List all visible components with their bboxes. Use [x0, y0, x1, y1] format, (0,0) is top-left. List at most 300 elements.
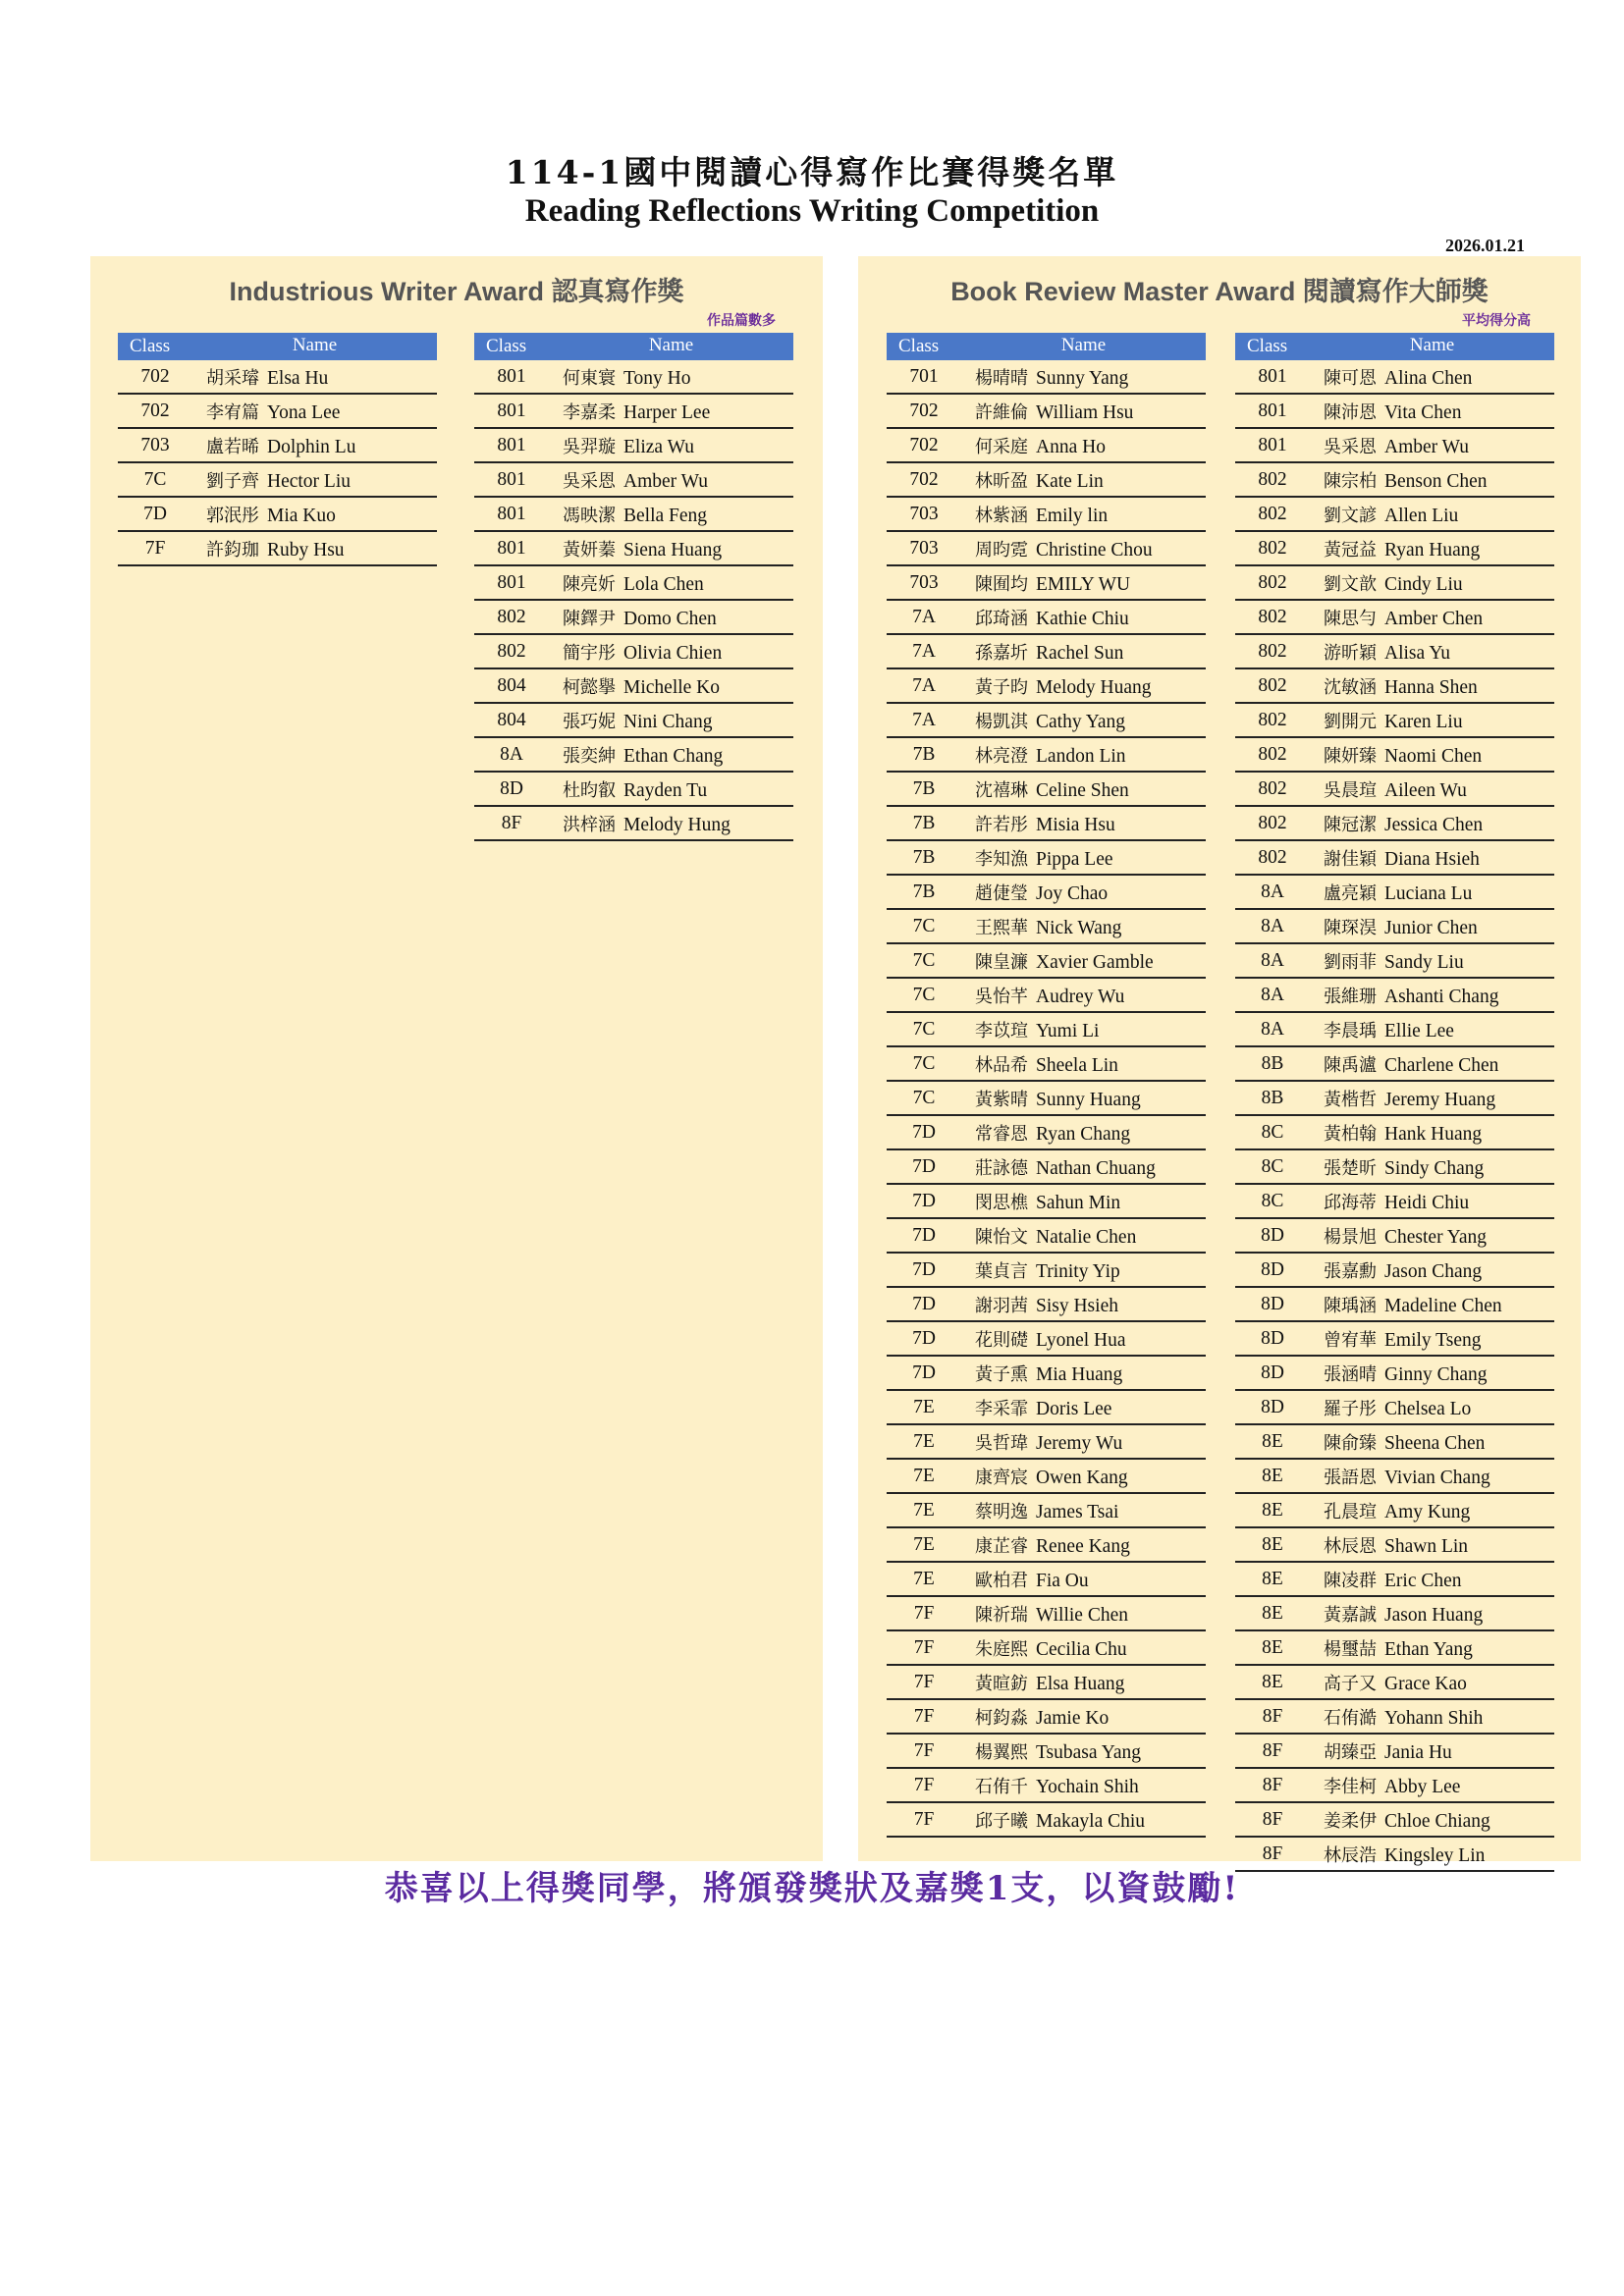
name-cell: [961, 1738, 1206, 1764]
table-row: [887, 429, 1206, 463]
class-cell: 7D: [912, 1258, 936, 1280]
name-cell: [961, 880, 1206, 905]
english-name: Tsubasa Yang: [1036, 1741, 1141, 1763]
table-row: [1235, 669, 1554, 704]
table-row: [1235, 1219, 1554, 1254]
english-name: Jessica Chen: [1384, 814, 1484, 835]
chinese-name: 杜昀叡: [563, 779, 616, 801]
class-cell: 804: [497, 674, 526, 696]
english-name: Emily Tseng: [1384, 1329, 1482, 1351]
english-name: Lola Chen: [623, 573, 704, 595]
class-cell: 7C: [912, 984, 936, 1005]
chinese-name: 黃子昀: [975, 676, 1028, 698]
name-cell: [1310, 811, 1554, 836]
class-cell: 703: [909, 537, 939, 559]
chinese-name: 黃嘉誠: [1324, 1604, 1377, 1626]
chinese-name: 陳亮妡: [563, 573, 616, 595]
class-cell: 8E: [1262, 1636, 1283, 1658]
english-name: Jeremy Huang: [1384, 1089, 1496, 1110]
chinese-name: 吳怡芊: [975, 986, 1028, 1007]
english-name: Jeremy Wu: [1036, 1432, 1123, 1454]
english-name: Renee Kang: [1036, 1535, 1130, 1557]
name-cell: [549, 364, 793, 390]
name-cell: [1310, 1532, 1554, 1558]
name-cell: [961, 1498, 1206, 1523]
class-cell: 7A: [912, 640, 936, 662]
class-cell: 7F: [913, 1739, 935, 1761]
table-row: [474, 429, 793, 463]
chinese-name: 陳囿均: [975, 573, 1028, 595]
english-name: Naomi Chen: [1384, 745, 1483, 767]
class-cell: 8A: [500, 743, 523, 765]
name-cell: [961, 1773, 1206, 1798]
chinese-name: 石侑澔: [1324, 1707, 1377, 1729]
table-row: [1235, 1047, 1554, 1082]
name-cell: [1310, 673, 1554, 699]
table-row: [1235, 1769, 1554, 1803]
name-cell: [1310, 1635, 1554, 1661]
english-name: Michelle Ko: [623, 676, 721, 698]
table-row: [1235, 876, 1554, 910]
english-name: Ethan Chang: [623, 745, 724, 767]
class-cell: 8C: [1261, 1155, 1284, 1177]
english-name: Nathan Chuang: [1036, 1157, 1156, 1179]
chinese-name: 李佳柯: [1324, 1776, 1377, 1797]
name-cell: [549, 639, 793, 665]
table-row: [1235, 1013, 1554, 1047]
class-cell: 802: [1258, 468, 1287, 490]
chinese-name: 高子又: [1324, 1673, 1377, 1694]
chinese-name: 閔思樵: [975, 1192, 1028, 1213]
class-cell: 8D: [1261, 1224, 1284, 1246]
table-row: [1235, 1528, 1554, 1563]
english-name: Trinity Yip: [1036, 1260, 1120, 1282]
name-cell: [192, 502, 437, 527]
class-column-header: Class: [887, 333, 961, 360]
table-row: [474, 360, 793, 395]
class-cell: 701: [909, 365, 939, 387]
name-cell: [961, 433, 1206, 458]
name-cell: [1310, 1257, 1554, 1283]
english-name: EMILY WU: [1036, 573, 1131, 595]
class-cell: 7D: [143, 503, 167, 524]
table-row: [118, 429, 437, 463]
chinese-name: 吳哲瑋: [975, 1432, 1028, 1454]
english-name: Fia Ou: [1036, 1570, 1089, 1591]
table-row: [474, 532, 793, 566]
table-row: [887, 1185, 1206, 1219]
table-row: [887, 1357, 1206, 1391]
name-cell: [549, 433, 793, 458]
class-cell: 7A: [912, 709, 936, 730]
name-cell: [961, 914, 1206, 939]
name-cell: [961, 1051, 1206, 1077]
class-cell: 8A: [1261, 881, 1284, 902]
english-name: Elsa Hu: [267, 367, 329, 389]
chinese-name: 常睿恩: [975, 1123, 1028, 1145]
name-cell: [961, 1154, 1206, 1180]
name-cell: [961, 1361, 1206, 1386]
name-cell: [549, 708, 793, 733]
class-cell: 802: [1258, 537, 1287, 559]
class-cell: 7B: [912, 812, 936, 833]
name-cell: [961, 1601, 1206, 1627]
name-cell: [1310, 948, 1554, 974]
chinese-name: 盧亮穎: [1324, 882, 1377, 904]
class-cell: 7E: [913, 1396, 935, 1417]
english-name: Allen Liu: [1384, 505, 1459, 526]
class-cell: 7A: [912, 674, 936, 696]
class-cell: 703: [909, 503, 939, 524]
chinese-name: 黃子熏: [975, 1363, 1028, 1385]
table-row: [887, 566, 1206, 601]
table-row: [1235, 566, 1554, 601]
class-cell: 7E: [913, 1499, 935, 1521]
chinese-name: 李嘉柔: [563, 401, 616, 423]
name-cell: [961, 1807, 1206, 1833]
table-row: [887, 979, 1206, 1013]
english-name: Rayden Tu: [623, 779, 708, 801]
english-name: Yochain Shih: [1036, 1776, 1139, 1797]
name-cell: [1310, 1120, 1554, 1146]
english-name: Eliza Wu: [623, 436, 694, 457]
chinese-name: 李知漁: [975, 848, 1028, 870]
english-name: Sahun Min: [1036, 1192, 1121, 1213]
class-cell: 801: [497, 468, 526, 490]
name-cell: [961, 1464, 1206, 1489]
name-cell: [549, 673, 793, 699]
chinese-name: 洪梓涵: [563, 814, 616, 835]
class-cell: 7D: [912, 1190, 936, 1211]
english-name: Ashanti Chang: [1384, 986, 1499, 1007]
table-row: [1235, 635, 1554, 669]
chinese-name: 吳采恩: [1324, 436, 1377, 457]
name-cell: [1310, 399, 1554, 424]
chinese-name: 張嘉勳: [1324, 1260, 1377, 1282]
chinese-name: 沈禧琳: [975, 779, 1028, 801]
english-name: Yona Lee: [267, 401, 341, 423]
table-row: [887, 1666, 1206, 1700]
name-cell: [1310, 570, 1554, 596]
english-name: Celine Shen: [1036, 779, 1129, 801]
table-row: [887, 910, 1206, 944]
chinese-name: 康齊宸: [975, 1467, 1028, 1488]
table-row: [887, 669, 1206, 704]
chinese-name: 林辰恩: [1324, 1535, 1377, 1557]
english-name: Pippa Lee: [1036, 848, 1113, 870]
chinese-name: 陳禹瀘: [1324, 1054, 1377, 1076]
table-row: [1235, 1116, 1554, 1150]
class-cell: 8A: [1261, 949, 1284, 971]
chinese-name: 盧若晞: [206, 436, 259, 457]
english-name: Cathy Yang: [1036, 711, 1126, 732]
chinese-name: 朱庭熙: [975, 1638, 1028, 1660]
table-row: [1235, 1357, 1554, 1391]
class-cell: 801: [497, 571, 526, 593]
name-cell: [192, 433, 437, 458]
table-row: [887, 360, 1206, 395]
chinese-name: 姜柔伊: [1324, 1810, 1377, 1832]
chinese-name: 劉文諺: [1324, 505, 1377, 526]
page-title-zh: 114-1國中閱讀心得寫作比賽得獎名單: [505, 153, 1119, 191]
class-cell: 702: [140, 400, 170, 421]
class-cell: 801: [1258, 400, 1287, 421]
english-name: Vivian Chang: [1384, 1467, 1490, 1488]
class-cell: 7C: [912, 1052, 936, 1074]
chinese-name: 李晨瑀: [1324, 1020, 1377, 1041]
chinese-name: 葉貞言: [975, 1260, 1028, 1282]
class-cell: 702: [909, 468, 939, 490]
name-cell: [1310, 605, 1554, 630]
name-cell: [192, 467, 437, 493]
english-name: Madeline Chen: [1384, 1295, 1502, 1316]
class-cell: 8A: [1261, 915, 1284, 936]
name-cell: [961, 364, 1206, 390]
english-name: Karen Liu: [1384, 711, 1463, 732]
chinese-name: 張奕紳: [563, 745, 616, 767]
english-name: Melody Huang: [1036, 676, 1152, 698]
english-name: Alisa Yu: [1384, 642, 1450, 664]
chinese-name: 花則礎: [975, 1329, 1028, 1351]
chinese-name: 陳俞臻: [1324, 1432, 1377, 1454]
table-row: [1235, 1803, 1554, 1838]
class-cell: 801: [1258, 434, 1287, 455]
name-column-header: Name: [192, 333, 437, 360]
industrious-table-1: [118, 333, 437, 566]
english-name: Mia Huang: [1036, 1363, 1123, 1385]
table-row: [887, 1631, 1206, 1666]
english-name: Elsa Huang: [1036, 1673, 1125, 1694]
class-cell: 801: [1258, 365, 1287, 387]
english-name: Ryan Huang: [1384, 539, 1481, 561]
chinese-name: 許維倫: [975, 401, 1028, 423]
table-row: [1235, 429, 1554, 463]
english-name: Kathie Chiu: [1036, 608, 1129, 629]
chinese-name: 吳羿璇: [563, 436, 616, 457]
chinese-name: 張涵晴: [1324, 1363, 1377, 1385]
class-cell: 7C: [143, 468, 167, 490]
table-row: [887, 395, 1206, 429]
english-name: Xavier Gamble: [1036, 951, 1154, 973]
class-cell: 802: [1258, 640, 1287, 662]
table-row: [474, 566, 793, 601]
english-name: Landon Lin: [1036, 745, 1126, 767]
class-cell: 7E: [913, 1465, 935, 1486]
class-cell: 802: [1258, 674, 1287, 696]
english-name: Misia Hsu: [1036, 814, 1115, 835]
name-cell: [549, 811, 793, 836]
class-cell: 8D: [500, 777, 523, 799]
table-row: [474, 601, 793, 635]
table-row: [1235, 1425, 1554, 1460]
table-row: [887, 1735, 1206, 1769]
table-row: [1235, 1666, 1554, 1700]
table-row: [118, 395, 437, 429]
industrious-title: Industrious Writer Award 認真寫作獎: [229, 277, 684, 306]
class-cell: 801: [497, 503, 526, 524]
class-cell: 8F: [501, 812, 522, 833]
class-cell: 7E: [913, 1430, 935, 1452]
english-name: Chester Yang: [1384, 1226, 1488, 1248]
class-cell: 8E: [1262, 1533, 1283, 1555]
class-cell: 802: [497, 606, 526, 627]
name-cell: [961, 948, 1206, 974]
english-name: Jamie Ko: [1036, 1707, 1110, 1729]
name-cell: [1310, 914, 1554, 939]
chinese-name: 許鈞珈: [206, 539, 259, 561]
english-name: William Hsu: [1036, 401, 1134, 423]
name-cell: [1310, 1704, 1554, 1730]
class-cell: 802: [1258, 812, 1287, 833]
name-cell: [1310, 1051, 1554, 1077]
class-cell: 7D: [912, 1362, 936, 1383]
industrious-table-2: [474, 333, 793, 841]
chinese-name: 陳瑀涵: [1324, 1295, 1377, 1316]
english-name: Rachel Sun: [1036, 642, 1124, 664]
chinese-name: 王熙華: [975, 917, 1028, 938]
english-name: Dolphin Lu: [267, 436, 356, 457]
class-cell: 802: [1258, 571, 1287, 593]
chinese-name: 陳鐸尹: [563, 608, 616, 629]
table-row: [887, 1150, 1206, 1185]
class-cell: 7D: [912, 1121, 936, 1143]
class-cell: 8B: [1261, 1087, 1284, 1108]
english-name: Jania Hu: [1384, 1741, 1452, 1763]
english-name: Domo Chen: [623, 608, 717, 629]
class-cell: 802: [1258, 606, 1287, 627]
name-cell: [549, 399, 793, 424]
english-name: Willie Chen: [1036, 1604, 1128, 1626]
class-cell: 7C: [912, 949, 936, 971]
class-cell: 8B: [1261, 1052, 1284, 1074]
class-cell: 7F: [913, 1808, 935, 1830]
chinese-name: 游昕穎: [1324, 642, 1377, 664]
class-cell: 7F: [913, 1705, 935, 1727]
table-row: [1235, 532, 1554, 566]
class-cell: 7C: [912, 915, 936, 936]
table-row: [1235, 704, 1554, 738]
chinese-name: 林亮澄: [975, 745, 1028, 767]
name-cell: [192, 536, 437, 561]
english-name: Abby Lee: [1384, 1776, 1461, 1797]
english-name: Hector Liu: [267, 470, 352, 492]
table-row: [887, 1254, 1206, 1288]
name-cell: [1310, 1189, 1554, 1214]
table-row: [887, 738, 1206, 773]
table-row: [887, 1425, 1206, 1460]
english-name: Mia Kuo: [267, 505, 336, 526]
class-cell: 8D: [1261, 1396, 1284, 1417]
english-name: Amber Chen: [1384, 608, 1484, 629]
table-row: [1235, 360, 1554, 395]
class-cell: 8E: [1262, 1465, 1283, 1486]
chinese-name: 胡采璿: [206, 367, 259, 389]
table-row: [1235, 1460, 1554, 1494]
english-name: Shawn Lin: [1384, 1535, 1469, 1557]
english-name: Cindy Liu: [1384, 573, 1463, 595]
name-cell: [1310, 1395, 1554, 1420]
class-cell: 703: [140, 434, 170, 455]
chinese-name: 柯懿擧: [563, 676, 616, 698]
english-name: Yumi Li: [1036, 1020, 1100, 1041]
name-cell: [961, 1704, 1206, 1730]
english-name: Ryan Chang: [1036, 1123, 1131, 1145]
name-column-header: Name: [961, 333, 1206, 360]
name-cell: [961, 536, 1206, 561]
chinese-name: 郭泯彤: [206, 505, 259, 526]
english-name: Kingsley Lin: [1384, 1844, 1486, 1866]
chinese-name: 陳冠潔: [1324, 814, 1377, 835]
class-cell: 7D: [912, 1155, 936, 1177]
chinese-name: 沈敏涵: [1324, 676, 1377, 698]
name-cell: [961, 570, 1206, 596]
name-cell: [1310, 1429, 1554, 1455]
chinese-name: 張巧妮: [563, 711, 616, 732]
name-column-header: Name: [549, 333, 793, 360]
class-cell: 703: [909, 571, 939, 593]
table-row: [1235, 773, 1554, 807]
class-cell: 7B: [912, 743, 936, 765]
english-name: Melody Hung: [623, 814, 731, 835]
table-row: [474, 463, 793, 498]
english-name: Makayla Chiu: [1036, 1810, 1146, 1832]
name-cell: [1310, 1154, 1554, 1180]
table-row: [887, 704, 1206, 738]
table-row: [1235, 1082, 1554, 1116]
chinese-name: 林品希: [975, 1054, 1028, 1076]
table-row: [1235, 1288, 1554, 1322]
name-cell: [961, 502, 1206, 527]
table-row: [887, 1494, 1206, 1528]
english-name: James Tsai: [1036, 1501, 1119, 1522]
table-row: [887, 1013, 1206, 1047]
class-cell: 8A: [1261, 1018, 1284, 1040]
table-row: [887, 1288, 1206, 1322]
table-row: [887, 1803, 1206, 1838]
class-cell: 7E: [913, 1568, 935, 1589]
name-cell: [1310, 639, 1554, 665]
chinese-name: 楊璽喆: [1324, 1638, 1377, 1660]
name-cell: [1310, 1498, 1554, 1523]
name-cell: [1310, 1567, 1554, 1592]
table-row: [118, 498, 437, 532]
chinese-name: 孫嘉圻: [975, 642, 1028, 664]
chinese-name: 胡臻亞: [1324, 1741, 1377, 1763]
class-cell: 8D: [1261, 1362, 1284, 1383]
name-cell: [549, 536, 793, 561]
chinese-name: 邱子曦: [975, 1810, 1028, 1832]
name-cell: [1310, 1292, 1554, 1317]
master-table-1: [887, 333, 1206, 1838]
name-cell: [1310, 983, 1554, 1008]
class-cell: 801: [497, 400, 526, 421]
chinese-name: 歐柏君: [975, 1570, 1028, 1591]
name-cell: [1310, 364, 1554, 390]
english-name: Diana Hsieh: [1384, 848, 1480, 870]
name-cell: [961, 673, 1206, 699]
chinese-name: 林辰浩: [1324, 1844, 1377, 1866]
table-header: [887, 333, 1206, 360]
class-cell: 7F: [913, 1602, 935, 1624]
class-cell: 7E: [913, 1533, 935, 1555]
table-row: [887, 841, 1206, 876]
class-column-header: Class: [1235, 333, 1310, 360]
english-name: Nick Wang: [1036, 917, 1122, 938]
chinese-name: 柯鈞淼: [975, 1707, 1028, 1729]
class-column-header: Class: [474, 333, 549, 360]
chinese-name: 周昀霓: [975, 539, 1028, 561]
table-row: [118, 463, 437, 498]
